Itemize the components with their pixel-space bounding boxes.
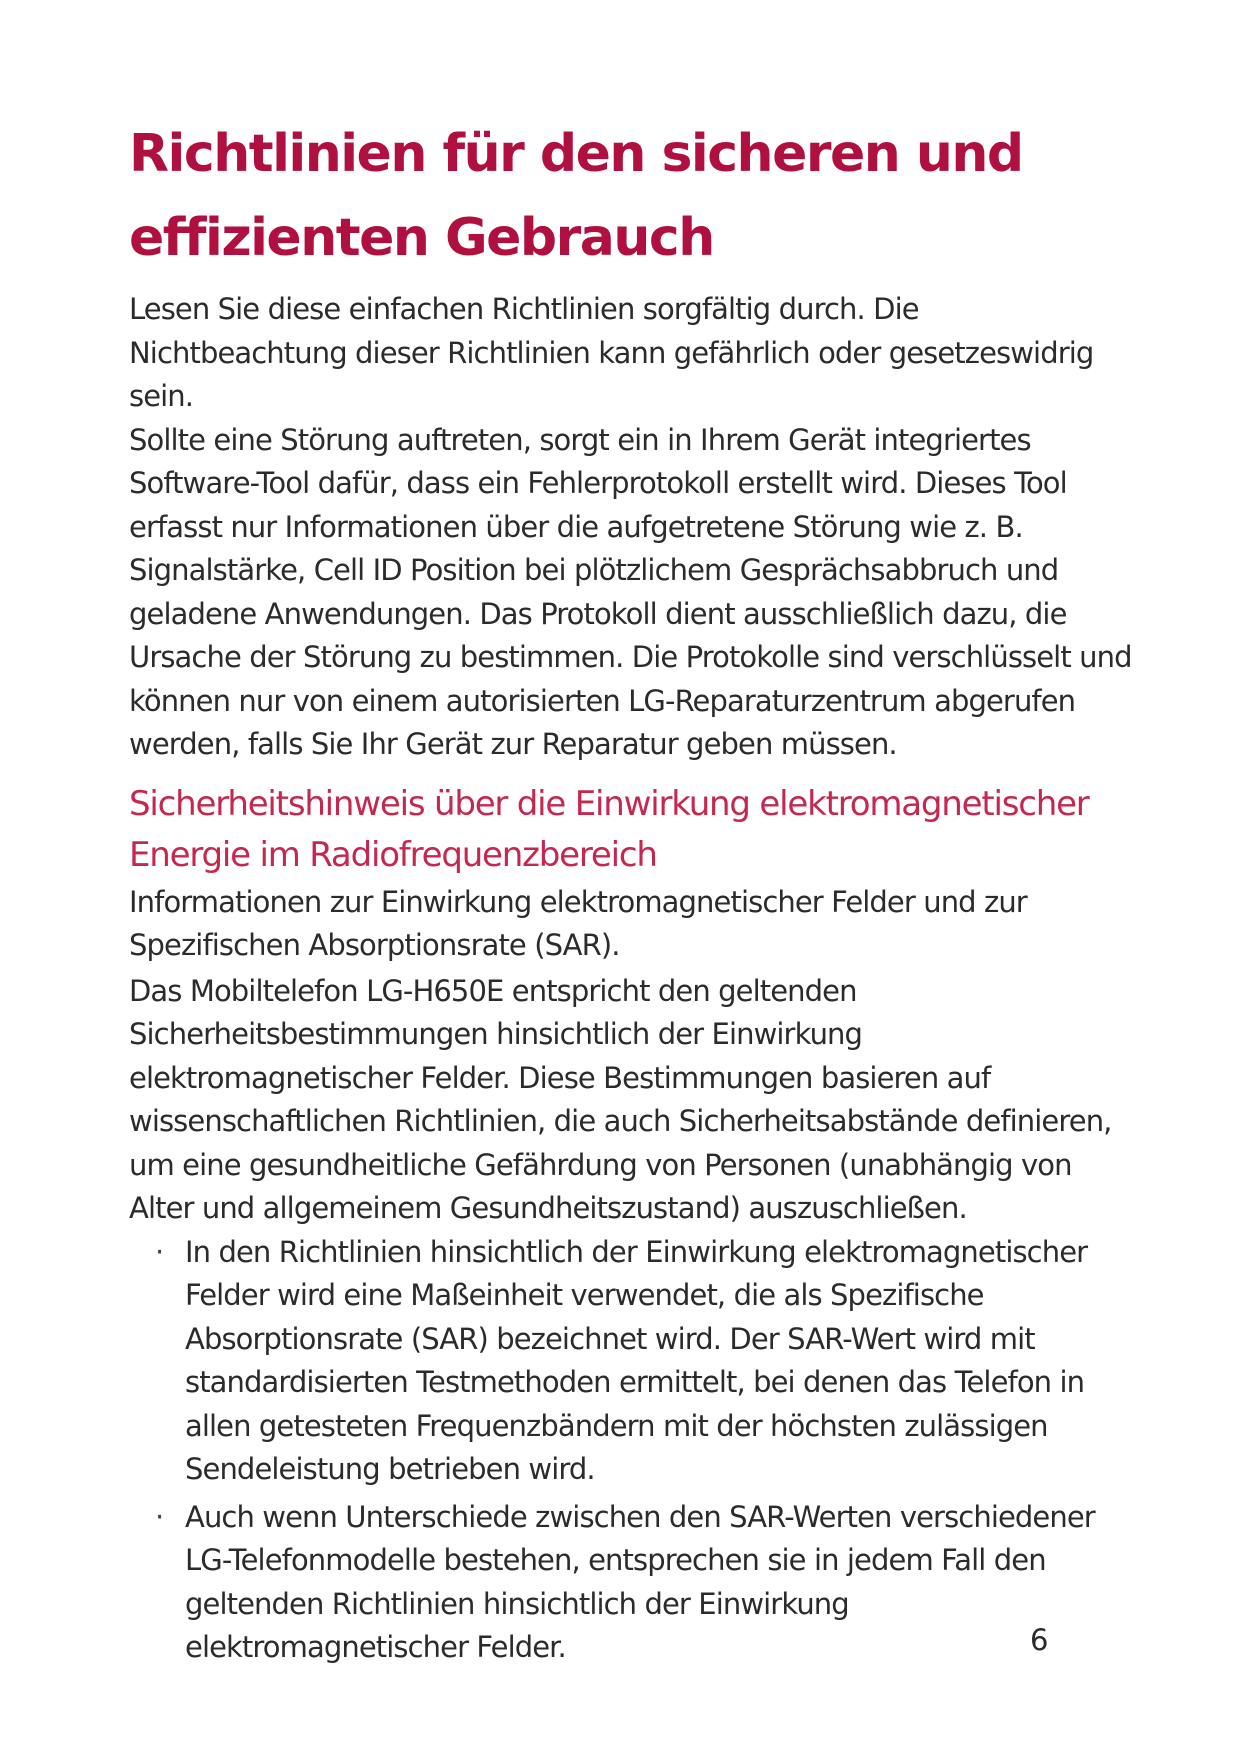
device-compliance-paragraph: Das Mobiltelefon LG-H650E entspricht den geltenden Sicherheitsbestimmungen hinsichtlich der Einwirkung elektromagnetischer Felder. Diese Bestimmungen basieren auf wissenschaftlichen Richtlinien, die auch Sicherheitsabstände definieren, um eine gesundheitliche Gefährdung von Personen (unabhängig von Alter und allgemeinem Gesundheitszustand) auszuschließen.	[129, 973, 1112, 1225]
page-number: 6	[1030, 1623, 1049, 1657]
document-page	[129, 112, 1139, 1670]
section-title-rf-exposure: Sicherheitshinweis über die Einwirkung elektromagnetischer Energie im Radiofrequenzbereich	[129, 783, 1089, 875]
bullet-text: Auch wenn Unterschiede zwischen den SAR-Werten verschiedener LG-Telefonmodelle bestehen, entsprechen sie in jedem Fall den geltenden Richtlinien hinsichtlich der Einwirkung elektromagnetischer Felder.	[185, 1499, 1095, 1664]
list-item	[129, 1231, 1139, 1492]
bullet-text: In den Richtlinien hinsichtlich der Einwirkung elektromagnetischer Felder wird eine Maßeinheit verwendet, die als Spezifische Absorptionsrate (SAR) bezeichnet wird. Der SAR-Wert wird mit standardisierten Testmethoden ermittelt, bei denen das Telefon in allen getesteten Frequenzbändern mit der höchsten zulässigen Sendeleistung betrieben wird.	[185, 1234, 1088, 1486]
intro-paragraph-error-log: Sollte eine Störung auftreten, sorgt ein in Ihrem Gerät integriertes Software-Tool dafür, dass ein Fehlerprotokoll erstellt wird. Dieses Tool erfasst nur Informationen über die aufgetretene Störung wie z. B. Signalstärke, Cell ID Position bei plötzlichem Gesprächsabbruch und geladene Anwendungen. Das Protokoll dient ausschließlich dazu, die Ursache der Störung zu bestimmen. Die Protokolle sind verschlüsselt und können nur von einem autorisierten LG-Reparaturzentrum abgerufen werden, falls Sie Ihr Gerät zur Reparatur geben müssen.	[129, 422, 1132, 761]
sar-bullet-list	[129, 1231, 1139, 1670]
list-item	[129, 1496, 1139, 1670]
intro-paragraph-warning: Lesen Sie diese einfachen Richtlinien sorgfältig durch. Die Nichtbeachtung dieser Richtlinien kann gefährlich oder gesetzeswidrig sein.	[129, 292, 1094, 413]
bullet-icon: ·	[155, 1234, 164, 1269]
page-title: Richtlinien für den sicheren und effizienten Gebrauch	[129, 124, 1023, 268]
bullet-icon: ·	[155, 1499, 164, 1534]
sar-info-paragraph: Informationen zur Einwirkung elektromagnetischer Felder und zur Spezifischen Absorptionsrate (SAR).	[129, 884, 1027, 962]
